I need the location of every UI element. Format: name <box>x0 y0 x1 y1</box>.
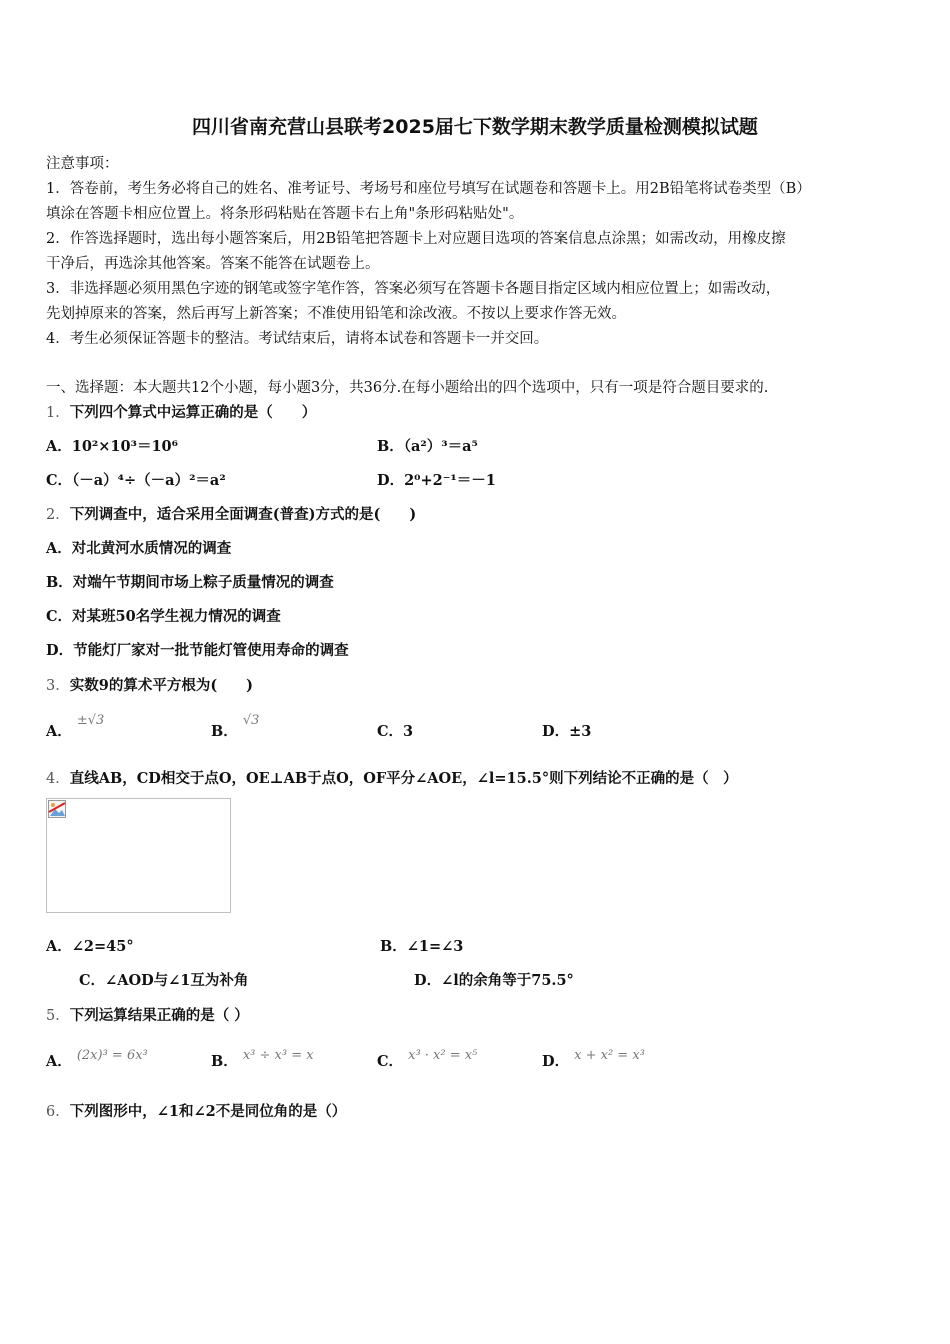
question-1 <box>46 401 316 422</box>
notice-line-4: 干净后，再选涂其他答案。答案不能答在试题卷上。 <box>46 256 380 272</box>
q5-option-c <box>377 1050 477 1071</box>
question-number: 4． <box>46 771 70 787</box>
broken-image-icon <box>48 800 66 818</box>
option-label: D． <box>542 1053 570 1070</box>
question-stem: 下列图形中，∠1和∠2不是同位角的是（） <box>69 1103 347 1120</box>
section-heading: 一、选择题：本大题共12个小题，每小题3分，共36分.在每小题给出的四个选项中，只有一项是符合题目要求的. <box>46 380 769 396</box>
question-stem: 下列四个算式中运算正确的是（ ） <box>69 404 317 421</box>
q4-figure <box>46 798 231 913</box>
notice-line-3: 2．作答选择题时，选出每小题答案后，用2B铅笔把答题卡上对应题目选项的答案信息点涂黑；如需改动，用橡皮擦 <box>46 231 786 247</box>
formula-image: x³ · x² = x⁵ <box>408 1048 478 1063</box>
option-label: B． <box>211 1053 238 1070</box>
q2-option-c: C．对某班50名学生视力情况的调查 <box>46 608 281 625</box>
notice-heading: 注意事项： <box>46 156 119 172</box>
notice-line-5: 3．非选择题必须用黑色字迹的钢笔或签字笔作答，答案必须写在答题卡各题目指定区域内相应位置上；如需改动， <box>46 281 781 297</box>
option-label: A． <box>46 723 72 740</box>
question-number: 1． <box>46 405 70 421</box>
q2-option-d: D．节能灯厂家对一批节能灯管使用寿命的调查 <box>46 642 349 659</box>
q2-option-b: B．对端午节期间市场上粽子质量情况的调查 <box>46 574 334 591</box>
q1-option-c: C．（－a）⁴÷（－a）²＝a² <box>46 472 226 489</box>
question-stem: 实数9的算术平方根为( ) <box>69 677 254 694</box>
formula-image: ±√3 <box>76 713 105 728</box>
q4-option-b: B．∠1=∠3 <box>380 938 464 955</box>
question-6 <box>46 1100 346 1121</box>
question-stem: 下列运算结果正确的是（ ） <box>69 1007 249 1024</box>
question-3 <box>46 674 253 695</box>
formula-image: √3 <box>242 713 260 728</box>
option-label: A． <box>46 1053 72 1070</box>
formula-image: x³ ÷ x³ = x <box>242 1048 314 1063</box>
q1-option-b: B．（a²）³＝a⁵ <box>377 438 478 455</box>
question-4 <box>46 767 738 788</box>
q4-option-d: D．∠l的余角等于75.5° <box>414 972 574 989</box>
question-number: 6． <box>46 1104 70 1120</box>
question-number: 5． <box>46 1008 70 1024</box>
question-stem: 下列调查中，适合采用全面调查(普查)方式的是( ) <box>69 506 417 523</box>
notice-line-7: 4．考生必须保证答题卡的整洁。考试结束后，请将本试卷和答题卡一并交回。 <box>46 331 549 347</box>
option-label: B． <box>211 723 238 740</box>
q4-option-c: C．∠AOD与∠1互为补角 <box>79 972 249 989</box>
q3-option-d: D．±3 <box>542 723 592 740</box>
question-number: 2． <box>46 507 70 523</box>
q1-option-d: D．2⁰+2⁻¹＝－1 <box>377 472 496 489</box>
q5-option-d <box>542 1050 645 1071</box>
q3-option-b <box>211 713 260 741</box>
q5-option-a <box>46 1050 148 1071</box>
q4-option-a: A．∠2=45° <box>46 938 134 955</box>
question-number: 3． <box>46 678 70 694</box>
page-title: 四川省南充营山县联考2025届七下数学期末教学质量检测模拟试题 <box>192 116 758 138</box>
q3-option-c: C．3 <box>377 723 414 740</box>
question-5 <box>46 1004 249 1025</box>
notice-line-6: 先划掉原来的答案，然后再写上新答案；不准使用铅笔和涂改液。不按以上要求作答无效。 <box>46 306 626 322</box>
formula-image: (2x)³ = 6x³ <box>76 1048 148 1063</box>
formula-image: x + x² = x³ <box>574 1048 645 1063</box>
option-label: C． <box>377 1053 404 1070</box>
q2-option-a: A．对北黄河水质情况的调查 <box>46 540 232 557</box>
notice-line-2: 填涂在答题卡相应位置上。将条形码粘贴在答题卡右上角"条形码粘贴处"。 <box>46 206 524 222</box>
question-stem: 直线AB，CD相交于点O，OE⊥AB于点O，OF平分∠AOE，∠l=15.5°则下列结论不正确的是（ ） <box>69 770 738 787</box>
q5-option-b <box>211 1050 314 1071</box>
q1-option-a: A．10²×10³＝10⁶ <box>46 438 178 455</box>
question-2 <box>46 503 416 524</box>
notice-line-1: 1．答卷前，考生务必将自己的姓名、准考证号、考场号和座位号填写在试题卷和答题卡上。用2B铅笔将试卷类型（B） <box>46 181 811 197</box>
q3-option-a <box>46 713 105 741</box>
